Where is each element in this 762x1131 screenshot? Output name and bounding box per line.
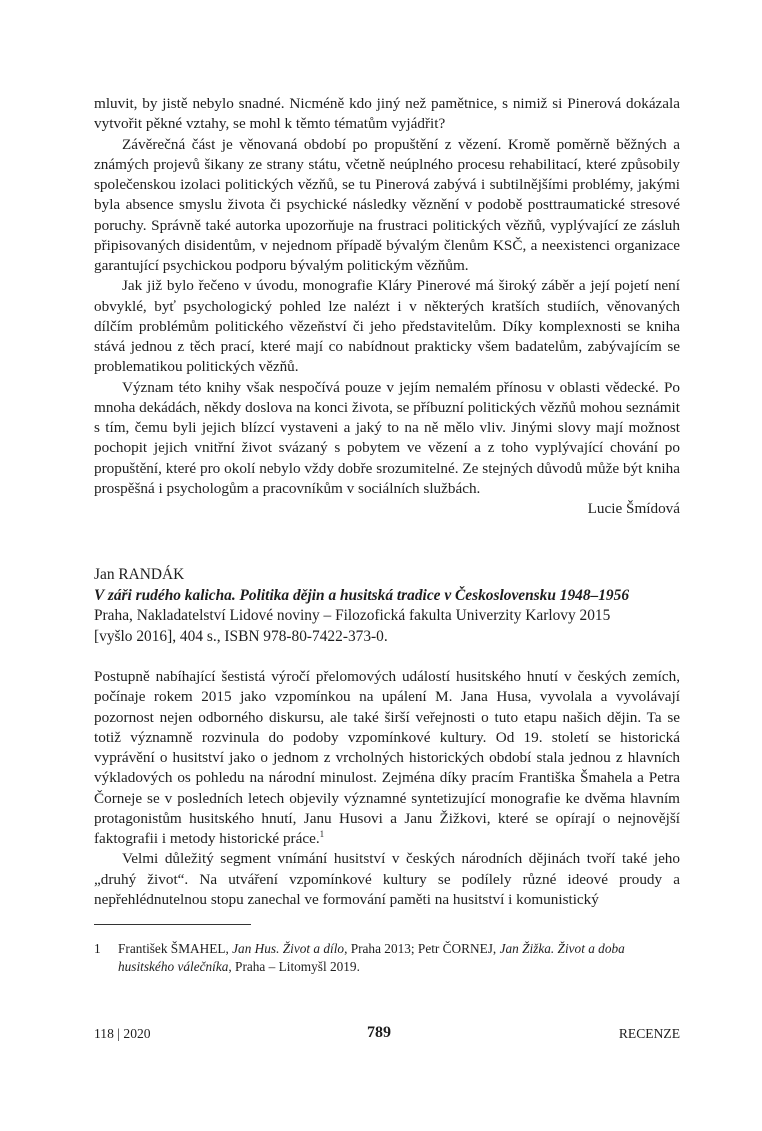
journal-issue: 118 | 2020 — [94, 1026, 151, 1041]
footnote-reference: 1 — [319, 828, 325, 839]
footnote-divider — [94, 924, 251, 925]
page-number: 789 — [367, 1024, 391, 1041]
footnote-text-part: , Praha 2013; Petr ČORNEJ, — [344, 941, 500, 956]
review-body — [94, 667, 680, 910]
paragraph: mluvit, by jistě nebylo snadné. Nicméně kdo jiný než pamětnice, s nimiž si Pinerová dokázala vytvořit pěkné vztahy, se mohl k těmto tématům vyjádřit? — [94, 95, 680, 133]
footnote-text-part: František ŠMAHEL, — [118, 941, 233, 956]
paragraph: Význam této knihy však nespočívá pouze v jejím nemalém přínosu v oblasti vědecké. Po mnoha dekádách, někdy doslova na konci života, se příbuzní politických vězňů mohou seznámit s tím, čemu byli jejich blízcí vystaveni a jaký to na ně mělo vliv. Jinými slovy mají možnost pochopit jejich vnitřní život svázaný s pobytem ve vězení a z toho vyplývající chování po propuštění, které pro okolí nebylo vždy dobře srozumitelné. Ze stejných důvodů může být kniha prospěšná i psychologům a pracovníkům v sociálních službách. — [94, 378, 680, 497]
paragraph: Závěrečná část je věnovaná období po propuštění z vězení. Kromě poměrně běžných a známých projevů šikany ze strany státu, včetně neúplného procesu rehabilitací, které způsobily společenskou izolaci politických vězňů, se tu Pinerová zabývá i subtilnějšími problémy, jakými byla absence smyslu života či psychické následky věznění v podobě posttraumatické stresové poruchy. Správně také autorka upozorňuje na frustraci politických vězňů, vyplývající ze zásluh připisovaných disidentům, v nejednom případě bývalým členům KSČ, a neexistenci organizace garantující psychickou podporu bývalým politickým vězňům. — [94, 135, 680, 274]
footnote-text-part: , Praha – Litomyšl 2019. — [228, 959, 360, 975]
paragraph — [94, 667, 680, 849]
review-header — [94, 565, 694, 647]
publication-info: Praha, Nakladatelství Lidové noviny – Filozofická fakulta Univerzity Karlovy 2015 — [94, 607, 611, 625]
paragraph-text: Postupně nabíhající šestistá výročí přelomových událostí husitského hnutí v českých zemích, počínaje rokem 2015 jako vzpomínkou na upálení M. Jana Husa, vyvolala a vyvolávají pozornost nejen odborného diskursu, ale také širší veřejnosti o tuto etapu našich dějin. Ta se totiž významně rozvinula do podoby vzpomínkové kultury. Od 19. století se historická vyprávění o husitství jako o jednom z vrcholných historických období stala jednou z hlavních výkladových os pohledu na národní minulost. Zejména díky pracím Františka Šmahela a Petra Čorneje se v posledních letech objevily významné syntetizující monografie ke dvěma hlavním protagonistům husitského hnutí, Janu Husovi a Janu Žižkovi, které se opírají o nejnovější faktografii i metody historické práce. — [94, 668, 680, 847]
section-name: RECENZE — [618, 1026, 680, 1041]
review-signature: Lucie Šmídová — [587, 500, 680, 517]
paragraph: Jak již bylo řečeno v úvodu, monografie Kláry Pinerové má široký záběr a její pojetí není obvyklé, byť psychologický pohled lze nalézt i v některých kratších studiích, věnovaných dílčím problémům politického vězeňství či jeho představitelům. Díky komplexnosti se kniha stává jednou z těch prací, které mají co nabídnout prakticky všem badatelům, zabývajícím se problematikou politických vězňů. — [94, 277, 680, 376]
book-author: Jan RANDÁK — [94, 566, 185, 583]
review-body-previous — [94, 94, 680, 519]
footnote-number: 1 — [94, 941, 101, 956]
footnote-work-title: Jan Hus. Život a dílo — [232, 941, 345, 956]
paragraph: Velmi důležitý segment vnímání husitství v českých národních dějinách tvoří také jeho „druhý život“. Na utváření vzpomínkové kultury se podílely různé ideové proudy a nepřehlédnutelnou stopu zanechal ve formování paměti na husitství i komunistický — [94, 850, 680, 908]
footnote — [94, 940, 680, 977]
footnote-text — [118, 940, 680, 977]
footnote-work-title: Jan Žižka. Život a doba husitského válečníka — [118, 941, 625, 975]
publication-info: [vyšlo 2016], 404 s., ISBN 978-80-7422-373-0. — [94, 627, 388, 645]
book-title: V záři rudého kalicha. Politika dějin a husitská tradice v Československu 1948–1956 — [94, 586, 630, 604]
